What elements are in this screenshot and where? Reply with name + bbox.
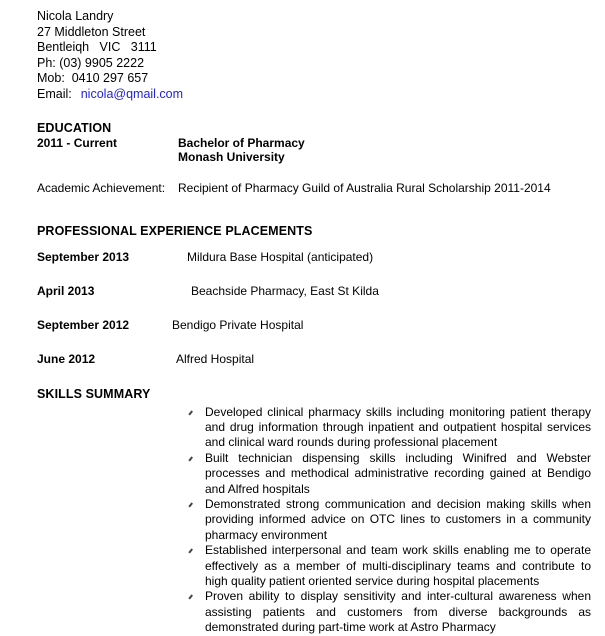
education-period: 2011 - Current	[37, 135, 118, 150]
contact-block	[37, 9, 591, 103]
education-heading: EDUCATION	[37, 120, 112, 135]
skill-text: Demonstrated strong communication and decision making skills when providing informed advice on OTC lines to customers in a community pharmacy environment	[205, 497, 591, 542]
contact-name: Nicola Landry	[37, 9, 114, 23]
bullet-tick-icon	[188, 497, 205, 543]
placement-place: Bendigo Private Hospital	[172, 317, 304, 332]
contact-address-line1: 27 Middleton Street	[37, 24, 146, 39]
achievement-text: Recipient of Pharmacy Guild of Australia Rural Scholarship 2011-2014	[178, 180, 551, 195]
education-degree: Bachelor of Pharmacy	[178, 135, 305, 150]
skills-section	[37, 386, 591, 636]
bullet-tick-icon	[188, 589, 205, 635]
education-institution: Monash University	[178, 149, 285, 164]
skill-item	[188, 451, 591, 497]
contact-email-line	[37, 87, 591, 103]
experience-rows	[37, 250, 591, 367]
contact-address-line2: Bentleiqh VIC 3111	[37, 40, 157, 55]
contact-phone: Ph: (03) 9905 2222	[37, 55, 145, 70]
skill-item	[188, 405, 591, 451]
skills-heading: SKILLS SUMMARY	[37, 386, 151, 401]
email-label: Email:	[37, 86, 72, 101]
bullet-tick-icon	[188, 543, 205, 589]
experience-heading: PROFESSIONAL EXPERIENCE PLACEMENTS	[37, 223, 313, 238]
placement-date: September 2012	[37, 317, 130, 332]
education-section	[37, 120, 591, 195]
bullet-tick-icon	[188, 405, 205, 451]
achievement-label: Academic Achievement:	[37, 180, 166, 195]
skill-text: Proven ability to display sensitivity and inter-cultural awareness when assisting patients and customers from diverse backgrounds as demonstrated during part-time work at Astro Pharmacy	[205, 589, 591, 635]
education-degree-block	[178, 136, 305, 164]
placement-date: April 2013	[37, 283, 95, 298]
placement-place: Mildura Base Hospital (anticipated)	[187, 249, 374, 264]
education-degree-row	[37, 136, 591, 164]
skill-item	[188, 589, 591, 635]
placement-row	[37, 250, 591, 265]
placement-row	[37, 318, 591, 333]
skill-text: Established interpersonal and team work skills enabling me to operate effectively as a member of multi-disciplinary teams and contribute to high quality patient oriented service during hospital placements	[205, 543, 591, 589]
placement-place: Beachside Pharmacy, East St Kilda	[191, 283, 379, 298]
education-achievement-row	[37, 181, 591, 195]
skill-item	[188, 497, 591, 543]
placement-row	[37, 284, 591, 299]
skill-text: Developed clinical pharmacy skills including monitoring patient therapy and drug information through inpatient and outpatient hospital services and clinical ward rounds during professional placement	[205, 404, 591, 450]
bullet-tick-icon	[188, 451, 205, 497]
contact-mobile: Mob: 0410 297 657	[37, 71, 149, 86]
skill-item	[188, 543, 591, 589]
skill-text: Built technician dispensing skills including Winifred and Webster processes and methodical administrative recording gained at Bendigo and Alfred hospitals	[205, 450, 591, 496]
placement-place: Alfred Hospital	[176, 351, 255, 366]
placement-date: September 2013	[37, 249, 130, 264]
placement-row	[37, 352, 591, 367]
placement-date: June 2012	[37, 351, 96, 366]
experience-section	[37, 223, 591, 367]
email-link[interactable]: nicola@qmail.com	[80, 86, 184, 101]
skills-list	[37, 405, 591, 636]
